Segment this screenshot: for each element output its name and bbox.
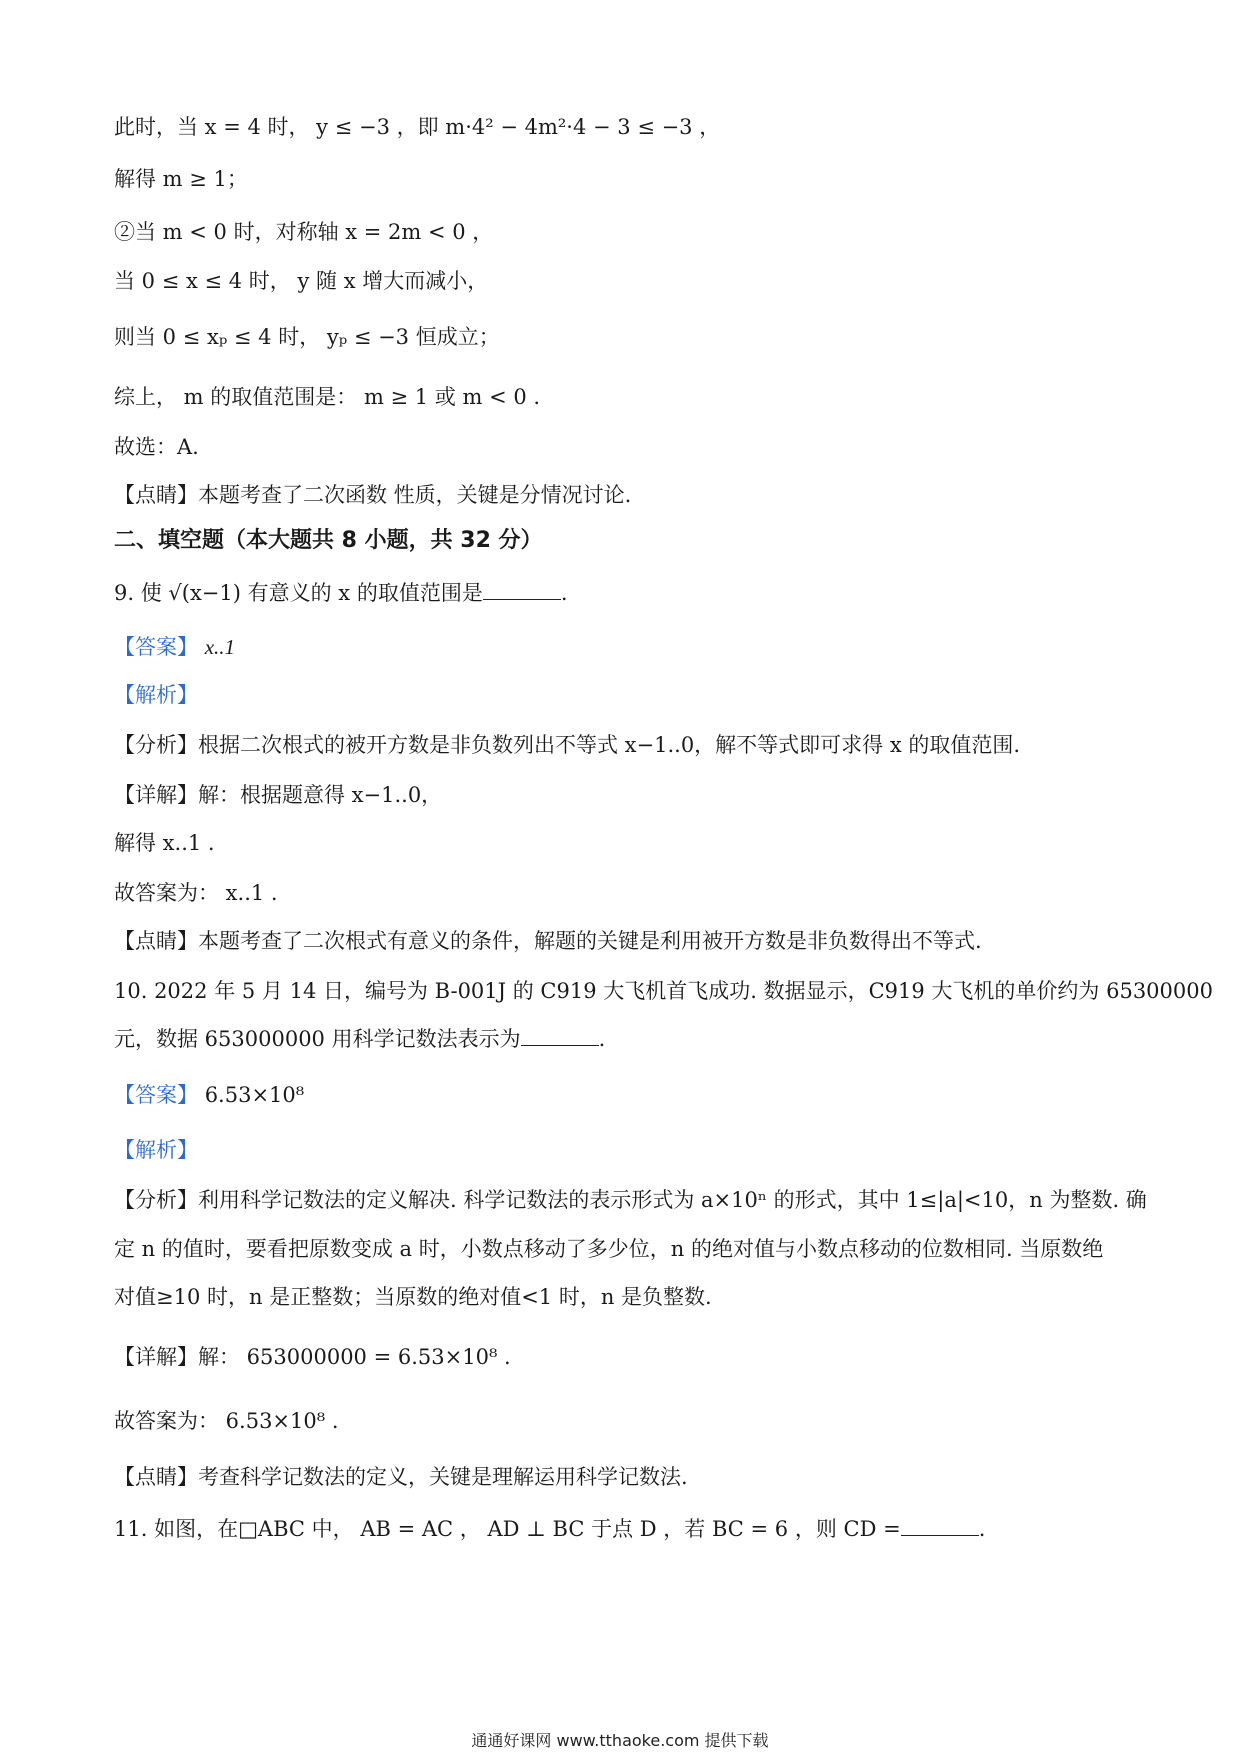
- question-10: 10. 2022 年 5 月 14 日，编号为 B-001J 的 C919 大飞机首飞成功. 数据显示，C919 大飞机的单价约为 65300000: [114, 979, 1213, 1003]
- section-heading: 二、填空题（本大题共 8 小题，共 32 分）: [114, 528, 543, 553]
- analysis-tag: 【解析】: [114, 1138, 198, 1162]
- answer-blank: [901, 1517, 979, 1536]
- text-line: 【详解】解：根据题意得 x−1..0，: [114, 783, 443, 807]
- text-line: 元，数据 653000000 用科学记数法表示为 .: [114, 1027, 606, 1051]
- text-line: 解得 m ≥ 1；: [114, 167, 248, 191]
- answer-line: 【答案】 x..1: [114, 635, 236, 659]
- text-line: 【点睛】本题考查了二次函数 性质，关键是分情况讨论.: [114, 483, 632, 507]
- answer-blank: [483, 581, 561, 600]
- text-line: 故答案为： x..1 .: [114, 881, 278, 905]
- text-line: 【点睛】考查科学记数法的定义，关键是理解运用科学记数法.: [114, 1465, 688, 1489]
- text-line: 【点睛】本题考查了二次根式有意义的条件，解题的关键是利用被开方数是非负数得出不等式.: [114, 929, 982, 953]
- text-line: 此时，当 x = 4 时， y ≤ −3 ，即 m·4² − 4m²·4 − 3 ≤ −3 ，: [114, 115, 721, 139]
- text-line: 综上， m 的取值范围是： m ≥ 1 或 m < 0 .: [114, 385, 541, 409]
- answer-tag: 【答案】: [114, 1083, 198, 1107]
- text-line: 则当 0 ≤ xₚ ≤ 4 时， yₚ ≤ −3 恒成立；: [114, 325, 500, 349]
- question-9: 9. 使 √(x−1) 有意义的 x 的取值范围是 .: [114, 581, 568, 605]
- text-line: ②当 m < 0 时，对称轴 x = 2m < 0 ，: [114, 220, 494, 244]
- text-line: 【分析】利用科学记数法的定义解决. 科学记数法的表示形式为 a×10ⁿ 的形式，其中 1≤|a|<10，n 为整数. 确: [114, 1188, 1147, 1212]
- text-line: 故答案为： 6.53×10⁸ .: [114, 1409, 339, 1433]
- answer-line: 【答案】 6.53×10⁸: [114, 1083, 305, 1107]
- page-footer: 通通好课网 www.tthaoke.com 提供下载: [471, 1731, 769, 1750]
- question-11: 11. 如图，在□ABC 中， AB = AC ， AD ⊥ BC 于点 D ，若 BC = 6 ，则 CD = .: [114, 1517, 986, 1541]
- text-line: 解得 x..1 .: [114, 831, 215, 855]
- answer-blank: [521, 1027, 599, 1046]
- text-line: 【详解】解： 653000000 = 6.53×10⁸ .: [114, 1345, 511, 1369]
- answer-tag: 【答案】: [114, 635, 198, 659]
- analysis-tag: 【解析】: [114, 683, 198, 707]
- text-line: 定 n 的值时，要看把原数变成 a 时，小数点移动了多少位，n 的绝对值与小数点移动的位数相同. 当原数绝: [114, 1237, 1104, 1261]
- text-line: 当 0 ≤ x ≤ 4 时， y 随 x 增大而减小，: [114, 269, 489, 293]
- text-line: 故选：A.: [114, 435, 199, 459]
- text-line: 对值≥10 时，n 是正整数；当原数的绝对值<1 时，n 是负整数.: [114, 1285, 712, 1309]
- text-line: 【分析】根据二次根式的被开方数是非负数列出不等式 x−1..0，解不等式即可求得 x 的取值范围.: [114, 733, 1021, 757]
